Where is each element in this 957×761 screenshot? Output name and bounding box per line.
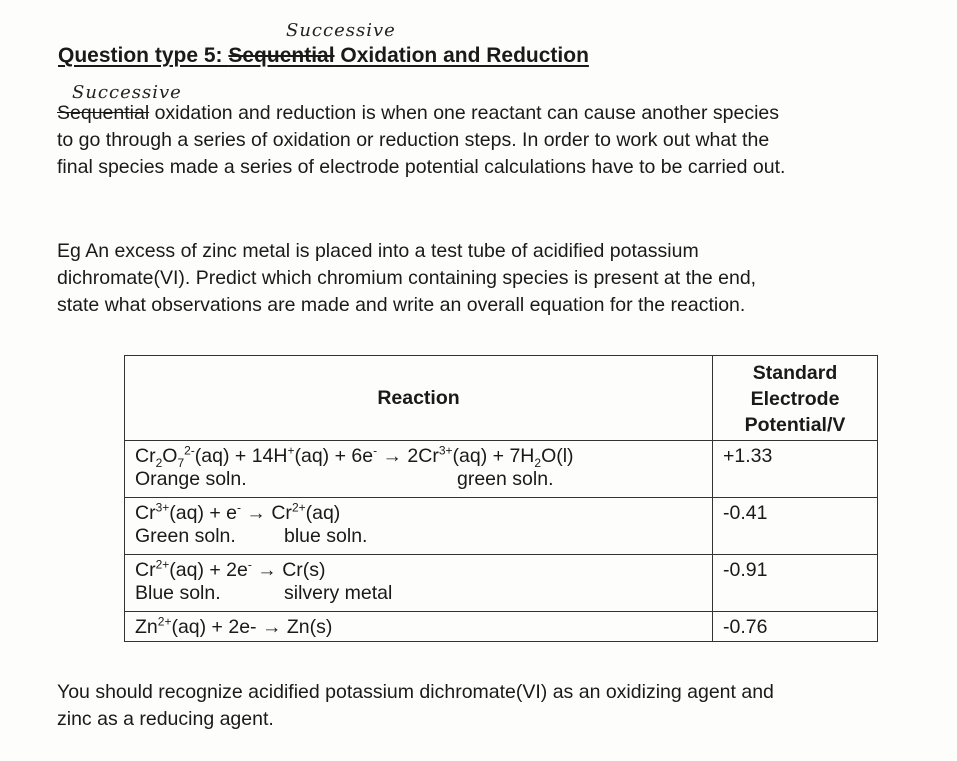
reaction-cell xyxy=(125,498,713,555)
observation-line xyxy=(135,582,704,605)
handwritten-title-correction: Successive xyxy=(286,20,396,41)
observation-after: green soln. xyxy=(457,468,554,490)
conclusion-line-1: You should recognize acidified potassium dichromate(VI) as an oxidizing agent and xyxy=(57,681,774,703)
header-reaction: Reaction xyxy=(125,356,713,441)
potential-cell: +1.33 xyxy=(713,441,878,498)
observation-before: Blue soln. xyxy=(135,582,221,604)
intro-paragraph xyxy=(57,100,785,181)
observation-after: silvery metal xyxy=(284,582,393,604)
example-line-2: dichromate(VI). Predict which chromium containing species is present at the end, xyxy=(57,267,757,289)
equation-dichromate: $Cr_2O_7^{2-}(aq) + 14H^+(aq) + 6e^- \to 2Cr^{3+}(aq) + 7H_2O(l)$ xyxy=(135,443,574,470)
potential-cell: -0.76 xyxy=(713,612,878,642)
title-rest: Oxidation and Reduction xyxy=(334,44,589,67)
potential-cell: -0.41 xyxy=(713,498,878,555)
example-line-3: state what observations are made and write an overall equation for the reaction. xyxy=(57,294,746,316)
equation-chromium-2: $Cr^{2+}(aq) + 2e^- \to Cr(s)$ xyxy=(135,557,326,581)
header-potential-line-1: Standard xyxy=(752,362,838,384)
equation-zinc: $Zn^{2+}(aq) + 2e- \to Zn(s)$ xyxy=(135,614,333,638)
intro-line-1-rest: oxidation and reduction is when one reactant can cause another species xyxy=(149,102,779,124)
table-header-row xyxy=(125,356,878,441)
intro-line-2: to go through a series of oxidation or reduction steps. In order to work out what the xyxy=(57,129,770,151)
observation-line xyxy=(135,468,704,491)
observation-after: blue soln. xyxy=(284,525,368,547)
table-row xyxy=(125,441,878,498)
conclusion-line-2: zinc as a reducing agent. xyxy=(57,708,274,730)
equation-chromium-3: $Cr^{3+}(aq) + e^- \to Cr^{2+}(aq)$ xyxy=(135,500,341,524)
title-prefix: Question type 5: xyxy=(58,44,229,67)
reaction-cell xyxy=(125,441,713,498)
page-title xyxy=(58,44,589,68)
reaction-cell xyxy=(125,555,713,612)
observation-before: Orange soln. xyxy=(135,468,247,490)
reaction-cell xyxy=(125,612,713,642)
table-row xyxy=(125,555,878,612)
electrode-potential-table xyxy=(124,355,878,642)
example-paragraph xyxy=(57,238,756,319)
handwritten-paragraph-correction: Successive xyxy=(72,82,182,103)
intro-line-1 xyxy=(57,100,785,127)
observation-line xyxy=(135,525,704,548)
intro-struck-word: Sequential xyxy=(57,102,150,124)
observation-before: Green soln. xyxy=(135,525,236,547)
intro-line-3: final species made a series of electrode potential calculations have to be carried out. xyxy=(57,156,786,178)
header-potential-line-2: Electrode xyxy=(750,388,840,410)
conclusion-paragraph xyxy=(57,679,774,733)
table-row xyxy=(125,498,878,555)
header-potential-line-3: Potential/V xyxy=(744,414,846,436)
header-potential xyxy=(713,356,878,441)
example-line-1: Eg An excess of zinc metal is placed into a test tube of acidified potassium xyxy=(57,240,699,262)
title-struck-word: Sequential xyxy=(228,44,335,67)
table-row xyxy=(125,612,878,642)
potential-cell: -0.91 xyxy=(713,555,878,612)
